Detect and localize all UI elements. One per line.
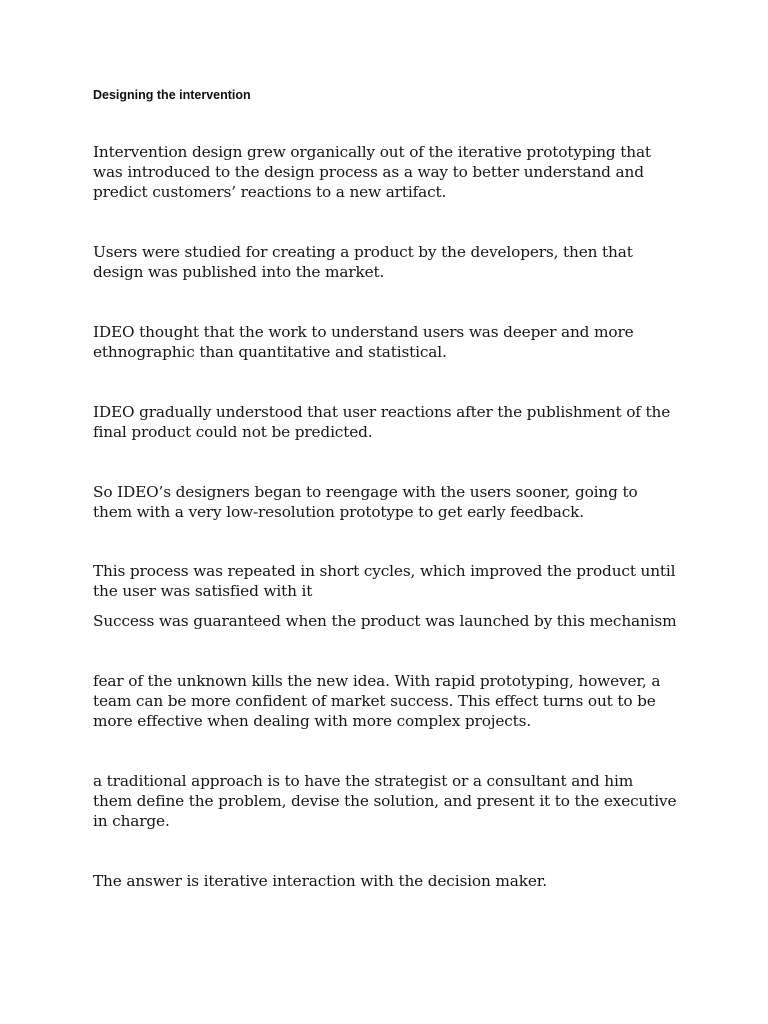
paragraph-line: IDEO gradually understood that user reactions after the publishment of the	[93, 403, 671, 421]
paragraph-ideo-understood	[93, 402, 693, 442]
paragraph-traditional-approach	[93, 771, 693, 831]
paragraph-the-answer	[93, 871, 693, 891]
paragraph-line: The answer is iterative interaction with the decision maker.	[93, 872, 547, 890]
paragraph-line: them with a very low-resolution prototype to get early feedback.	[93, 503, 584, 521]
paragraph-line: IDEO thought that the work to understand users was deeper and more	[93, 323, 634, 341]
paragraph-line: design was published into the market.	[93, 263, 385, 281]
paragraph-line: Users were studied for creating a product by the developers, then that	[93, 243, 633, 261]
paragraph-line: ethnographic than quantitative and statistical.	[93, 343, 447, 361]
paragraph-line: more effective when dealing with more complex projects.	[93, 712, 532, 730]
paragraph-line: them define the problem, devise the solution, and present it to the executive	[93, 792, 677, 810]
paragraph-line: Intervention design grew organically out of the iterative prototyping that	[93, 143, 651, 161]
paragraph-line: Success was guaranteed when the product was launched by this mechanism	[93, 612, 677, 630]
paragraph-short-cycles	[93, 561, 693, 601]
paragraph-line: So IDEO’s designers began to reengage with the users sooner, going to	[93, 483, 638, 501]
paragraph-line: in charge.	[93, 812, 170, 830]
paragraph-success-guaranteed	[93, 611, 693, 631]
paragraph-line: fear of the unknown kills the new idea. With rapid prototyping, however, a	[93, 672, 661, 690]
paragraph-fear-unknown	[93, 671, 693, 731]
paragraph-users-studied	[93, 242, 693, 282]
paragraph-line: This process was repeated in short cycles, which improved the product until	[93, 562, 676, 580]
paragraph-intervention-design	[93, 142, 693, 202]
document-heading: Designing the intervention	[93, 88, 251, 102]
paragraph-line: the user was satisfied with it	[93, 582, 313, 600]
paragraph-reengage-users	[93, 482, 693, 522]
paragraph-ideo-thought	[93, 322, 693, 362]
paragraph-line: predict customers’ reactions to a new artifact.	[93, 183, 447, 201]
paragraph-line: final product could not be predicted.	[93, 423, 373, 441]
paragraph-line: team can be more confident of market success. This effect turns out to be	[93, 692, 656, 710]
paragraph-line: a traditional approach is to have the strategist or a consultant and him	[93, 772, 634, 790]
paragraph-line: was introduced to the design process as a way to better understand and	[93, 163, 644, 181]
